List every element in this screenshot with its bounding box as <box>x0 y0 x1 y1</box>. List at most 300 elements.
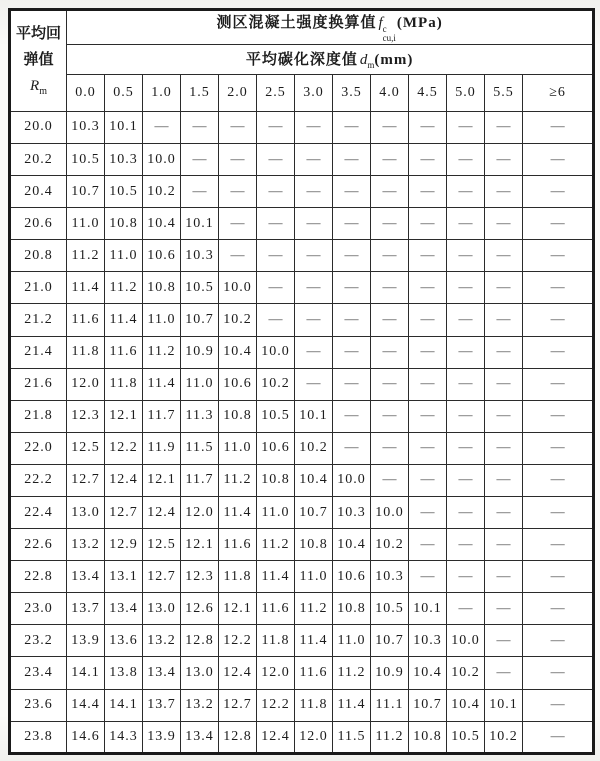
empty-cell: — <box>257 111 295 143</box>
strength-value-cell: 10.0 <box>219 272 257 304</box>
empty-cell: — <box>523 561 594 593</box>
strength-value-cell: 10.2 <box>295 432 333 464</box>
strength-unit: (MPa) <box>396 15 443 31</box>
table-row <box>10 176 594 208</box>
empty-cell: — <box>219 111 257 143</box>
empty-cell: — <box>523 400 594 432</box>
strength-value-cell: 14.4 <box>67 689 105 721</box>
empty-cell: — <box>447 561 485 593</box>
strength-value-cell: 10.2 <box>447 657 485 689</box>
empty-cell: — <box>333 111 371 143</box>
empty-cell: — <box>333 143 371 175</box>
strength-value-cell: 11.3 <box>181 400 219 432</box>
empty-cell: — <box>523 497 594 529</box>
strength-value-cell: 12.2 <box>219 625 257 657</box>
empty-cell: — <box>371 432 409 464</box>
rebound-value-cell: 20.6 <box>10 208 67 240</box>
empty-cell: — <box>523 208 594 240</box>
empty-cell: — <box>523 111 594 143</box>
strength-value-cell: 12.0 <box>295 721 333 753</box>
empty-cell: — <box>447 368 485 400</box>
strength-value-cell: 10.4 <box>219 336 257 368</box>
strength-value-cell: 13.6 <box>105 625 143 657</box>
strength-header-row <box>10 10 594 45</box>
strength-value-cell: 13.4 <box>143 657 181 689</box>
depth-header <box>67 44 594 74</box>
empty-cell: — <box>409 111 447 143</box>
table-row <box>10 208 594 240</box>
strength-value-cell: 10.1 <box>485 689 523 721</box>
strength-symbol-letter: f <box>378 15 383 31</box>
strength-value-cell: 10.3 <box>333 497 371 529</box>
empty-cell: — <box>257 272 295 304</box>
strength-value-cell: 11.8 <box>219 561 257 593</box>
strength-value-cell: 12.7 <box>143 561 181 593</box>
strength-value-cell: 12.5 <box>143 529 181 561</box>
strength-value-cell: 11.2 <box>67 240 105 272</box>
table-row <box>10 497 594 529</box>
strength-value-cell: 10.4 <box>333 529 371 561</box>
empty-cell: — <box>447 208 485 240</box>
strength-value-cell: 12.4 <box>257 721 295 753</box>
strength-value-cell: 11.7 <box>143 400 181 432</box>
empty-cell: — <box>295 143 333 175</box>
strength-value-cell: 11.8 <box>257 625 295 657</box>
empty-cell: — <box>409 497 447 529</box>
empty-cell: — <box>523 593 594 625</box>
strength-value-cell: 11.2 <box>105 272 143 304</box>
strength-value-cell: 11.1 <box>371 689 409 721</box>
strength-value-cell: 12.1 <box>181 529 219 561</box>
strength-value-cell: 12.7 <box>105 497 143 529</box>
empty-cell: — <box>409 208 447 240</box>
strength-value-cell: 13.1 <box>105 561 143 593</box>
empty-cell: — <box>295 272 333 304</box>
depth-header-text: 平均碳化深度值 <box>245 52 358 69</box>
empty-cell: — <box>447 304 485 336</box>
empty-cell: — <box>333 336 371 368</box>
strength-value-cell: 10.0 <box>333 464 371 496</box>
strength-value-cell: 11.4 <box>67 272 105 304</box>
table-row <box>10 111 594 143</box>
empty-cell: — <box>523 721 594 753</box>
strength-value-cell: 14.1 <box>105 689 143 721</box>
strength-value-cell: 10.7 <box>295 497 333 529</box>
empty-cell: — <box>181 143 219 175</box>
strength-value-cell: 10.2 <box>143 176 181 208</box>
rebound-value-cell: 23.6 <box>10 689 67 721</box>
strength-value-cell: 10.2 <box>371 529 409 561</box>
strength-value-cell: 10.5 <box>257 400 295 432</box>
empty-cell: — <box>485 240 523 272</box>
empty-cell: — <box>143 111 181 143</box>
rebound-value-cell: 20.8 <box>10 240 67 272</box>
rebound-value-cell: 21.6 <box>10 368 67 400</box>
empty-cell: — <box>371 143 409 175</box>
strength-value-cell: 13.0 <box>143 593 181 625</box>
empty-cell: — <box>447 111 485 143</box>
empty-cell: — <box>485 593 523 625</box>
empty-cell: — <box>295 336 333 368</box>
empty-cell: — <box>219 176 257 208</box>
strength-value-cell: 10.0 <box>447 625 485 657</box>
empty-cell: — <box>409 336 447 368</box>
strength-value-cell: 11.4 <box>333 689 371 721</box>
strength-value-cell: 10.1 <box>181 208 219 240</box>
table-header <box>10 10 594 112</box>
table-row <box>10 657 594 689</box>
strength-value-cell: 11.7 <box>181 464 219 496</box>
table-row <box>10 336 594 368</box>
strength-value-cell: 10.2 <box>219 304 257 336</box>
strength-value-cell: 13.9 <box>143 721 181 753</box>
strength-value-cell: 10.6 <box>143 240 181 272</box>
empty-cell: — <box>295 304 333 336</box>
empty-cell: — <box>333 432 371 464</box>
rebound-value-cell: 21.0 <box>10 272 67 304</box>
table-row <box>10 721 594 753</box>
empty-cell: — <box>485 304 523 336</box>
empty-cell: — <box>523 143 594 175</box>
empty-cell: — <box>485 497 523 529</box>
empty-cell: — <box>409 304 447 336</box>
strength-value-cell: 11.0 <box>67 208 105 240</box>
strength-value-cell: 13.2 <box>67 529 105 561</box>
table-body <box>10 111 594 753</box>
strength-value-cell: 10.3 <box>105 143 143 175</box>
strength-value-cell: 12.2 <box>105 432 143 464</box>
empty-cell: — <box>447 464 485 496</box>
empty-cell: — <box>257 304 295 336</box>
empty-cell: — <box>295 176 333 208</box>
strength-value-cell: 11.2 <box>143 336 181 368</box>
strength-value-cell: 10.7 <box>371 625 409 657</box>
empty-cell: — <box>447 497 485 529</box>
strength-value-cell: 10.8 <box>295 529 333 561</box>
empty-cell: — <box>333 208 371 240</box>
empty-cell: — <box>409 368 447 400</box>
empty-cell: — <box>485 625 523 657</box>
strength-value-cell: 11.2 <box>295 593 333 625</box>
strength-value-cell: 10.5 <box>67 143 105 175</box>
strength-value-cell: 12.3 <box>181 561 219 593</box>
empty-cell: — <box>523 272 594 304</box>
empty-cell: — <box>295 111 333 143</box>
strength-value-cell: 11.6 <box>105 336 143 368</box>
rebound-value-cell: 22.2 <box>10 464 67 496</box>
strength-value-cell: 10.4 <box>295 464 333 496</box>
depth-column-header: ≥6 <box>523 74 594 111</box>
depth-unit: (mm) <box>374 52 414 69</box>
corner-line-2: 弹值 <box>23 52 54 69</box>
strength-value-cell: 11.2 <box>219 464 257 496</box>
strength-formula <box>376 15 396 44</box>
strength-value-cell: 11.5 <box>181 432 219 464</box>
strength-value-cell: 10.5 <box>371 593 409 625</box>
table-row <box>10 240 594 272</box>
empty-cell: — <box>257 208 295 240</box>
empty-cell: — <box>485 208 523 240</box>
strength-value-cell: 11.0 <box>181 368 219 400</box>
depth-column-header: 0.0 <box>67 74 105 111</box>
strength-value-cell: 11.2 <box>257 529 295 561</box>
table-row <box>10 304 594 336</box>
strength-value-cell: 11.4 <box>219 497 257 529</box>
rebound-value-cell: 22.4 <box>10 497 67 529</box>
strength-value-cell: 10.6 <box>257 432 295 464</box>
strength-value-cell: 11.4 <box>295 625 333 657</box>
empty-cell: — <box>409 272 447 304</box>
empty-cell: — <box>485 176 523 208</box>
empty-cell: — <box>371 400 409 432</box>
strength-value-cell: 11.5 <box>333 721 371 753</box>
rebound-value-cell: 20.0 <box>10 111 67 143</box>
strength-value-cell: 10.0 <box>143 143 181 175</box>
empty-cell: — <box>485 400 523 432</box>
strength-value-cell: 11.8 <box>67 336 105 368</box>
empty-cell: — <box>371 240 409 272</box>
strength-value-cell: 10.2 <box>485 721 523 753</box>
depth-columns-row <box>10 74 594 111</box>
table-row <box>10 561 594 593</box>
strength-value-cell: 13.0 <box>67 497 105 529</box>
empty-cell: — <box>371 336 409 368</box>
strength-value-cell: 13.7 <box>143 689 181 721</box>
depth-column-header: 1.5 <box>181 74 219 111</box>
rebound-value-cell: 20.2 <box>10 143 67 175</box>
empty-cell: — <box>447 593 485 625</box>
strength-value-cell: 13.9 <box>67 625 105 657</box>
strength-value-cell: 11.6 <box>219 529 257 561</box>
rebound-value-cell: 23.0 <box>10 593 67 625</box>
rebound-value-cell: 23.4 <box>10 657 67 689</box>
strength-value-cell: 12.8 <box>181 625 219 657</box>
strength-value-cell: 12.3 <box>67 400 105 432</box>
empty-cell: — <box>333 176 371 208</box>
depth-header-row <box>10 44 594 74</box>
strength-value-cell: 14.6 <box>67 721 105 753</box>
empty-cell: — <box>485 561 523 593</box>
strength-value-cell: 12.0 <box>257 657 295 689</box>
strength-value-cell: 11.8 <box>295 689 333 721</box>
strength-value-cell: 13.4 <box>181 721 219 753</box>
empty-cell: — <box>447 240 485 272</box>
depth-column-header: 2.0 <box>219 74 257 111</box>
strength-value-cell: 10.8 <box>143 272 181 304</box>
rebound-symbol <box>11 73 66 101</box>
empty-cell: — <box>523 304 594 336</box>
strength-value-cell: 11.0 <box>333 625 371 657</box>
table-row <box>10 368 594 400</box>
empty-cell: — <box>371 304 409 336</box>
empty-cell: — <box>523 240 594 272</box>
empty-cell: — <box>409 143 447 175</box>
empty-cell: — <box>333 272 371 304</box>
depth-column-header: 5.5 <box>485 74 523 111</box>
strength-value-cell: 11.0 <box>295 561 333 593</box>
depth-column-header: 2.5 <box>257 74 295 111</box>
empty-cell: — <box>523 336 594 368</box>
rebound-value-cell: 21.8 <box>10 400 67 432</box>
strength-symbol-subscript: cu,i <box>382 33 396 44</box>
depth-column-header: 4.0 <box>371 74 409 111</box>
strength-value-cell: 10.8 <box>409 721 447 753</box>
empty-cell: — <box>523 464 594 496</box>
strength-value-cell: 11.0 <box>105 240 143 272</box>
strength-value-cell: 10.4 <box>409 657 447 689</box>
empty-cell: — <box>295 208 333 240</box>
strength-value-cell: 10.6 <box>219 368 257 400</box>
strength-value-cell: 13.4 <box>105 593 143 625</box>
rebound-value-corner-header <box>10 10 67 112</box>
rebound-value-cell: 22.0 <box>10 432 67 464</box>
empty-cell: — <box>447 432 485 464</box>
strength-value-cell: 13.2 <box>181 689 219 721</box>
table-row <box>10 464 594 496</box>
strength-value-cell: 10.3 <box>371 561 409 593</box>
empty-cell: — <box>257 143 295 175</box>
strength-value-cell: 12.7 <box>219 689 257 721</box>
strength-value-cell: 12.6 <box>181 593 219 625</box>
conversion-table <box>8 8 595 755</box>
corner-line-1: 平均回 <box>15 25 61 42</box>
strength-value-cell: 12.4 <box>105 464 143 496</box>
strength-value-cell: 10.5 <box>447 721 485 753</box>
empty-cell: — <box>485 464 523 496</box>
empty-cell: — <box>523 368 594 400</box>
rebound-symbol-subscript: m <box>39 86 47 98</box>
strength-value-cell: 12.8 <box>219 721 257 753</box>
empty-cell: — <box>485 272 523 304</box>
empty-cell: — <box>485 143 523 175</box>
strength-value-cell: 12.7 <box>67 464 105 496</box>
strength-value-cell: 12.4 <box>143 497 181 529</box>
strength-value-cell: 11.4 <box>257 561 295 593</box>
empty-cell: — <box>409 400 447 432</box>
empty-cell: — <box>333 368 371 400</box>
empty-cell: — <box>371 176 409 208</box>
strength-value-cell: 11.6 <box>67 304 105 336</box>
rebound-value-cell: 21.2 <box>10 304 67 336</box>
depth-formula <box>358 52 375 71</box>
strength-value-cell: 13.8 <box>105 657 143 689</box>
empty-cell: — <box>219 143 257 175</box>
empty-cell: — <box>523 657 594 689</box>
empty-cell: — <box>371 208 409 240</box>
strength-value-cell: 12.1 <box>143 464 181 496</box>
empty-cell: — <box>447 400 485 432</box>
rebound-value-cell: 22.8 <box>10 561 67 593</box>
empty-cell: — <box>371 368 409 400</box>
empty-cell: — <box>219 240 257 272</box>
table-row <box>10 432 594 464</box>
empty-cell: — <box>181 176 219 208</box>
strength-symbol-superscript: c <box>382 24 387 34</box>
strength-value-cell: 10.9 <box>371 657 409 689</box>
empty-cell: — <box>409 464 447 496</box>
empty-cell: — <box>447 272 485 304</box>
empty-cell: — <box>523 689 594 721</box>
strength-value-cell: 10.8 <box>257 464 295 496</box>
strength-value-cell: 14.1 <box>67 657 105 689</box>
strength-value-cell: 11.0 <box>143 304 181 336</box>
rebound-value-cell: 23.8 <box>10 721 67 753</box>
strength-value-cell: 10.1 <box>105 111 143 143</box>
empty-cell: — <box>409 240 447 272</box>
strength-value-cell: 12.5 <box>67 432 105 464</box>
empty-cell: — <box>371 464 409 496</box>
table-row <box>10 272 594 304</box>
strength-value-cell: 10.0 <box>257 336 295 368</box>
empty-cell: — <box>371 111 409 143</box>
empty-cell: — <box>523 625 594 657</box>
strength-value-cell: 11.2 <box>371 721 409 753</box>
empty-cell: — <box>257 176 295 208</box>
empty-cell: — <box>295 240 333 272</box>
strength-value-cell: 11.4 <box>105 304 143 336</box>
strength-value-cell: 10.1 <box>409 593 447 625</box>
empty-cell: — <box>333 304 371 336</box>
empty-cell: — <box>257 240 295 272</box>
strength-value-cell: 12.4 <box>219 657 257 689</box>
strength-value-cell: 13.2 <box>143 625 181 657</box>
depth-column-header: 3.0 <box>295 74 333 111</box>
strength-value-cell: 10.3 <box>67 111 105 143</box>
empty-cell: — <box>295 368 333 400</box>
empty-cell: — <box>485 657 523 689</box>
depth-column-header: 3.5 <box>333 74 371 111</box>
strength-header-text: 测区混凝土强度换算值 <box>216 15 377 31</box>
strength-value-cell: 12.1 <box>219 593 257 625</box>
rebound-value-cell: 21.4 <box>10 336 67 368</box>
strength-value-cell: 10.2 <box>257 368 295 400</box>
strength-value-cell: 12.0 <box>181 497 219 529</box>
depth-symbol-subscript: m <box>367 60 375 71</box>
empty-cell: — <box>333 240 371 272</box>
empty-cell: — <box>523 529 594 561</box>
strength-value-cell: 12.9 <box>105 529 143 561</box>
strength-value-cell: 14.3 <box>105 721 143 753</box>
strength-value-cell: 10.6 <box>333 561 371 593</box>
depth-symbol-letter: d <box>359 52 368 69</box>
rebound-value-cell: 22.6 <box>10 529 67 561</box>
empty-cell: — <box>181 111 219 143</box>
strength-value-cell: 10.8 <box>219 400 257 432</box>
empty-cell: — <box>447 176 485 208</box>
strength-value-cell: 11.8 <box>105 368 143 400</box>
depth-column-header: 1.0 <box>143 74 181 111</box>
empty-cell: — <box>447 336 485 368</box>
strength-value-cell: 10.5 <box>181 272 219 304</box>
rebound-value-cell: 20.4 <box>10 176 67 208</box>
empty-cell: — <box>485 111 523 143</box>
strength-value-cell: 11.6 <box>295 657 333 689</box>
empty-cell: — <box>219 208 257 240</box>
strength-value-cell: 11.0 <box>219 432 257 464</box>
table-row <box>10 689 594 721</box>
strength-value-cell: 10.5 <box>105 176 143 208</box>
empty-cell: — <box>523 176 594 208</box>
strength-value-cell: 10.9 <box>181 336 219 368</box>
strength-value-cell: 10.3 <box>181 240 219 272</box>
strength-value-cell: 12.2 <box>257 689 295 721</box>
strength-value-cell: 13.7 <box>67 593 105 625</box>
strength-value-cell: 10.7 <box>181 304 219 336</box>
empty-cell: — <box>447 143 485 175</box>
strength-value-cell: 10.8 <box>333 593 371 625</box>
empty-cell: — <box>523 432 594 464</box>
rebound-symbol-letter: R <box>30 78 40 95</box>
